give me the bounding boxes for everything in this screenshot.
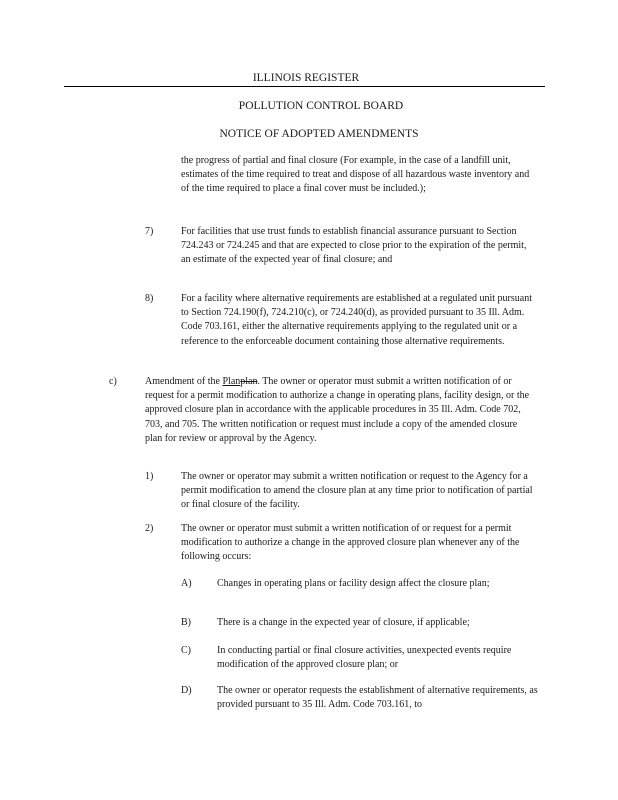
sub-c-label: C) [181,645,191,656]
header-rule [64,86,545,87]
item-7-label: 7) [145,226,154,237]
sub-d-label: D) [181,685,192,696]
board-title: POLLUTION CONTROL BOARD [238,100,404,112]
item-2-label: 2) [145,523,154,534]
sub-b-label: B) [181,617,191,628]
item-8-text: For a facility where alternative requirements are established at a regulated unit pursuant to Section 724.190(f), 724.210(c), or 724.240(d), as provided pursuant to 35 Ill. Adm. Code 703.161, either the alternative requirements applying to the regulated unit or a reference to the enforceable document containing those alternative requirements. [181,293,532,347]
sub-c-text: In conducting partial or final closure activities, unexpected events require modification of the approved closure plan; or [217,645,512,671]
sub-b-text: There is a change in the expected year of closure, if applicable; [217,617,470,628]
item-7-text: For facilities that use trust funds to establish financial assurance pursuant to Section 724.243 or 724.245 and that are expected to close prior to the expiration of the permit, an estimate of the expected year of final closure; and [181,226,527,266]
sub-a-label: A) [181,578,192,589]
continuation-paragraph: the progress of partial and final closure (For example, in the case of a landfill unit, estimates of the time required to treat and dispose of all hazardous waste inventory and of the time required to place a final cover must be included.); [181,155,530,195]
register-title: ILLINOIS REGISTER [252,72,360,84]
sub-d-text: The owner or operator requests the establishment of alternative requirements, as provided pursuant to 35 Ill. Adm. Code 703.161, to [217,685,538,711]
item-8-label: 8) [145,293,154,304]
item-2-text: The owner or operator must submit a written notification of or request for a permit modification to authorize a change in the approved closure plan whenever any of the following occurs: [181,523,520,563]
item-1-text: The owner or operator may submit a written notification or request to the Agency for a permit modification to amend the closure plan at any time prior to notification of partial or final closure of the facility. [181,471,533,511]
section-c-paragraph [145,375,533,446]
section-c-inserted-word: Plan [222,376,241,387]
notice-title: NOTICE OF ADOPTED AMENDMENTS [219,128,419,140]
sub-a-text: Changes in operating plans or facility design affect the closure plan; [217,578,490,589]
section-c-label: c) [109,376,117,387]
item-1-label: 1) [145,471,154,482]
section-c-deleted-word: plan [240,376,258,387]
section-c-text: . The owner or operator must submit a written notification of or request for a permit modification to authorize a change in operating plans, facility design, or the approved closure plan in accordance with the applicable procedures in 35 Ill. Adm. Code 702, 703, and 705. The written notification or request must include a copy of the amended closure plan for review or approval by the Agency. [145,376,530,444]
section-c-lead: Amendment of the [145,376,223,387]
